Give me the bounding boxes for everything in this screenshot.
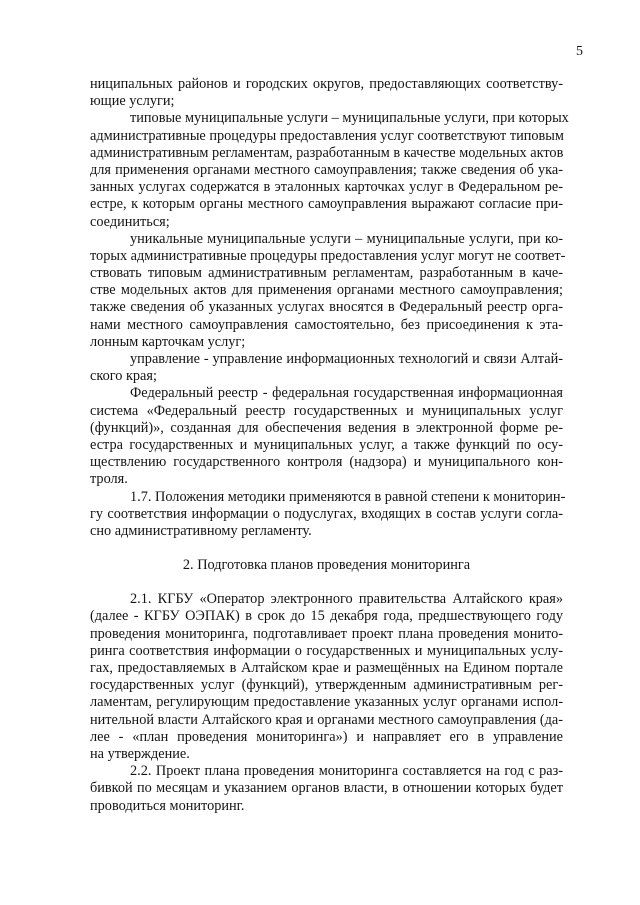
paragraphs-section-1 — [90, 76, 569, 540]
text-line: сно административному регламенту. — [90, 522, 312, 539]
text-line: нительной власти Алтайского края и органами местного самоуправления (да- — [90, 711, 563, 728]
text-line: Федеральный реестр - федеральная государственная информационная — [130, 385, 563, 402]
text-line: лее - «план проведения мониторинга») и направляет его в управление — [90, 728, 563, 745]
text-line: государственных услуг (функций), утвержденным административным рег- — [90, 677, 563, 694]
text-line: ского края; — [90, 368, 157, 385]
text-line: административным регламентам, разработанным в качестве модельных актов — [90, 144, 564, 161]
page-number: 5 — [576, 44, 583, 59]
spacer — [90, 540, 563, 557]
text-line: (далее - КГБУ ОЭПАК) в срок до 15 декабря года, предшествующего году — [90, 608, 563, 625]
text-line: ществлению государственного контроля (надзора) и муниципального кон- — [90, 454, 563, 471]
text-line: занных услугах содержатся в эталонных карточках услуг в Федеральном ре- — [90, 179, 563, 196]
text-line: торых административные процедуры предоставления услуг могут не соответ- — [90, 247, 566, 264]
text-line: гах, предоставляемых в Алтайском крае и размещённых на Едином портале — [90, 660, 563, 676]
text-line: также сведения об указанных услугах вносятся в Федеральный реестр орга- — [90, 299, 563, 316]
section-heading: 2. Подготовка планов проведения мониторинга — [182, 557, 471, 574]
text-line: ствовать типовым административным регламентам, разработанным в каче- — [90, 265, 563, 282]
text-line: проводиться мониторинг. — [90, 797, 245, 814]
text-line: стве модельных актов для применения органами местного самоуправления; — [90, 282, 563, 299]
text-line: ниципальных районов и городских округов, предоставляющих соответству- — [90, 76, 563, 92]
text-line: 2.2. Проект плана проведения мониторинга составляется на год с раз- — [130, 763, 563, 780]
text-line: ринга соответствия информации о государственных и муниципальных услу- — [90, 642, 563, 659]
text-line: лонным карточкам услуг; — [90, 333, 246, 350]
text-line: 1.7. Положения методики применяются в равной степени к мониторин- — [130, 488, 566, 505]
text-line: (функций)», созданная для обеспечения ведения в электронной форме ре- — [90, 419, 563, 436]
document-body — [90, 76, 569, 815]
text-line: на утверждение. — [90, 745, 190, 762]
text-line: ющие услуги; — [90, 93, 175, 110]
text-line: административные процедуры предоставления услуг соответствуют типовым — [90, 127, 564, 144]
text-line: для применения органами местного самоуправления; также сведения об ука- — [90, 161, 563, 178]
text-line: типовые муниципальные услуги – муниципальные услуги, при которых — [130, 110, 569, 127]
text-line: троля. — [90, 471, 128, 488]
text-line: уникальные муниципальные услуги – муниципальные услуги, при ко- — [130, 230, 563, 247]
text-line: соединиться; — [90, 213, 170, 230]
text-line: естра государственных и муниципальных услуг, а также функций по осу- — [90, 436, 563, 453]
text-line: система «Федеральный реестр государственных и муниципальных услуг — [90, 402, 563, 419]
text-line: 2.1. КГБУ «Оператор электронного правительства Алтайского края» — [130, 591, 563, 608]
text-line: проведения мониторинга, подготавливает проект плана проведения монито- — [90, 625, 563, 642]
text-line: нами местного самоуправления самостоятельно, без присоединения к эта- — [90, 316, 563, 333]
text-line: бивкой по месяцам и указанием органов власти, в отношении которых будет — [90, 780, 563, 797]
text-line: гу соответствия информации о подуслугах, входящих в состав услуги согла- — [90, 505, 563, 522]
paragraphs-section-2 — [90, 591, 563, 814]
spacer — [90, 574, 563, 591]
text-line: управление - управление информационных технологий и связи Алтай- — [130, 351, 563, 367]
text-line: ламентам, регулирующим предоставление указанных услуг органами испол- — [90, 694, 563, 711]
text-line: естре, к которым органы местного самоуправления выражают согласие при- — [90, 196, 563, 213]
